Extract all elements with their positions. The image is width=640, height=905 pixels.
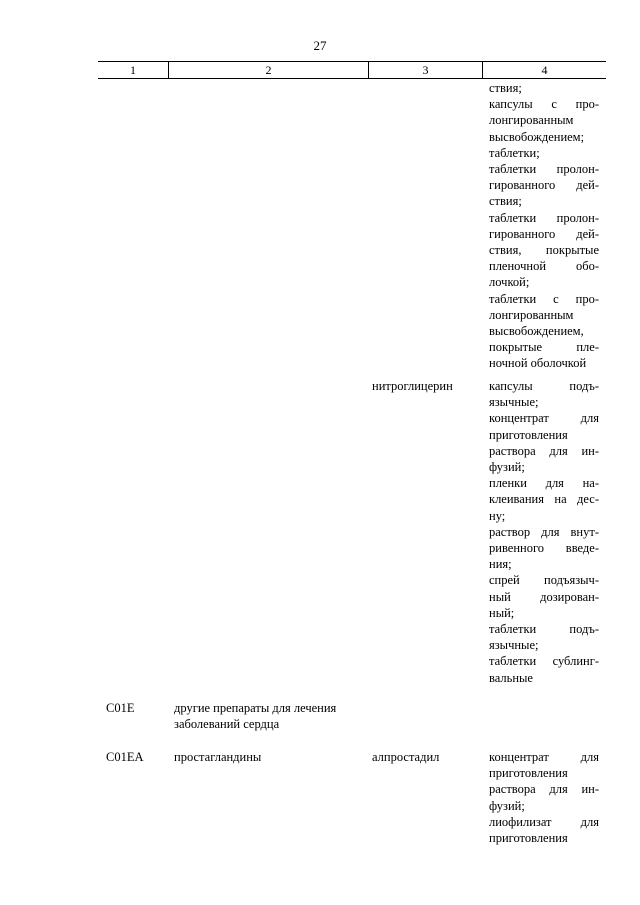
form-line: высвобождением; [489, 129, 585, 144]
form-line: ный дозирован- [489, 589, 599, 604]
form-line: таблетки пролон- [489, 162, 599, 177]
form-line: капсулы подъ- [489, 379, 599, 393]
drug-name: алпростадил [372, 750, 440, 764]
form-line: раствора для ин- [489, 782, 599, 797]
form-line: язычные; [489, 638, 539, 653]
page-number: 27 [313, 38, 327, 53]
header-col-4: 4 [482, 62, 606, 78]
form-line: язычные; [489, 395, 539, 410]
form-line: концентрат для [489, 750, 599, 764]
form-line: лиофилизат для [489, 814, 599, 829]
atc-code: C01E [106, 701, 135, 715]
form-line: лочкой; [489, 275, 530, 290]
form-line: таблетки подъ- [489, 622, 599, 637]
form-line: ночной оболочкой [489, 356, 587, 371]
form-line: раствор для внут- [489, 524, 599, 539]
form-line: ствия; [489, 81, 522, 95]
drug-name: нитроглицерин [372, 379, 453, 393]
form-line: спрей подъязыч- [489, 573, 599, 588]
form-line: фузий; [489, 798, 525, 813]
form-line: вальные [489, 670, 533, 685]
header-col-2: 2 [168, 62, 368, 78]
form-line: пленочной обо- [489, 259, 599, 274]
form-line: приготовления [489, 766, 568, 781]
header-col-3: 3 [368, 62, 482, 78]
table-header [98, 61, 606, 79]
form-line: покрытые пле- [489, 340, 599, 355]
form-line: ствия; [489, 194, 522, 209]
group-name: простагландины [174, 750, 262, 764]
form-line: ривенного введе- [489, 541, 599, 556]
drug-name-nitroglycerin [372, 378, 482, 394]
form-line: лонгированным [489, 113, 574, 128]
form-line: концентрат для [489, 411, 599, 426]
dosage-forms-nitroglycerin [489, 378, 599, 686]
form-line: лонгированным [489, 307, 574, 322]
form-line: высвобождением, [489, 324, 584, 339]
form-line: приготовления [489, 831, 568, 846]
form-line: приготовления [489, 427, 568, 442]
form-line: таблетки; [489, 145, 540, 160]
header-col-1: 1 [130, 63, 136, 77]
form-line: ный; [489, 605, 515, 620]
form-line: гированного дей- [489, 226, 599, 241]
form-line: гированного дей- [489, 178, 599, 193]
atc-code-c01e [106, 700, 166, 716]
dosage-forms-continued [489, 80, 599, 372]
form-line: таблетки пролон- [489, 210, 599, 225]
drug-name-alprostadil [372, 749, 482, 765]
atc-group-c01e [174, 700, 366, 732]
atc-group-c01ea [174, 749, 366, 765]
atc-code: C01EA [106, 750, 144, 764]
atc-code-c01ea [106, 749, 166, 765]
form-line: клеивания на дес- [489, 492, 599, 507]
form-line: таблетки сублинг- [489, 654, 599, 669]
form-line: раствора для ин- [489, 443, 599, 458]
form-line: ния; [489, 557, 512, 572]
group-line: другие препараты для лечения [174, 701, 337, 715]
form-line: пленки для на- [489, 476, 599, 491]
form-line: фузий; [489, 460, 525, 475]
dosage-forms-alprostadil [489, 749, 599, 846]
form-line: капсулы с про- [489, 97, 599, 112]
form-line: таблетки с про- [489, 291, 599, 306]
form-line: ну; [489, 508, 506, 523]
group-line: заболеваний сердца [174, 717, 280, 732]
form-line: ствия, покрытые [489, 243, 599, 258]
